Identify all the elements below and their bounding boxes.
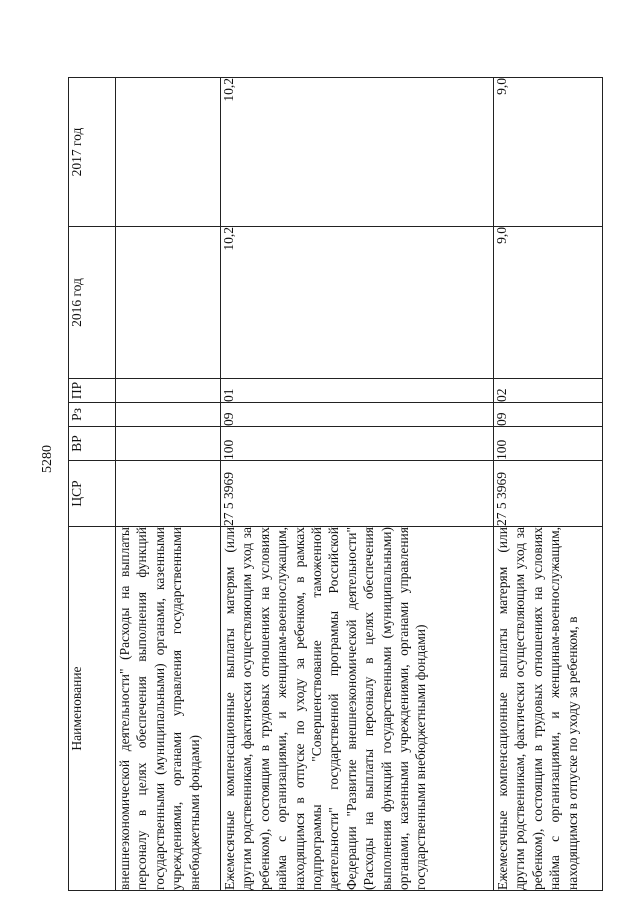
header-csr: ЦСР xyxy=(69,461,116,527)
table-row xyxy=(494,78,603,891)
page-number: 5280 xyxy=(40,445,55,473)
row-2017: 10,2 xyxy=(221,78,494,227)
row-vr: 100 xyxy=(494,439,509,460)
budget-table xyxy=(68,77,603,891)
table-row xyxy=(116,78,221,891)
row-pr: 01 xyxy=(221,388,236,402)
row-rz: 09 xyxy=(494,412,509,426)
row-2017 xyxy=(116,78,221,227)
header-vr: ВР xyxy=(69,427,116,461)
header-2017: 2017 год xyxy=(69,78,116,227)
row-pr: 02 xyxy=(494,388,509,402)
header-pr: ПР xyxy=(69,379,116,403)
row-name: внешнеэкономической деятельности" (Расходы на выплаты персоналу в целях обеспечения выполнения функций государственными (муниципальными) органами, казенными учреждениями, органами управления государственными внебюджетными фондами) xyxy=(116,527,221,891)
header-2016: 2016 год xyxy=(69,227,116,379)
header-rz: Рз xyxy=(69,403,116,427)
row-2016: 10,2 xyxy=(221,227,494,379)
row-2017: 9,0 xyxy=(494,78,603,227)
row-vr: 100 xyxy=(221,439,236,460)
row-name: Ежемесячные компенсационные выплаты матерям (или другим родственникам, фактически осуществляющим уход за ребенком), состоящим в трудовых отношениях на условиях найма с организациями, и женщинам-военнослужащим, находящимся в отпуске по уходу за ребенком, в рамках подпрограммы "Совершенствование таможенной деятельности" государственной программы Российской Федерации "Развитие внешнеэкономической деятельности" (Расходы на выплаты персоналу в целях обеспечения выполнения функций государственными (муниципальными) органами, казенными учреждениями, органами управления государственными внебюджетными фондами) xyxy=(221,527,494,891)
row-2016: 9,0 xyxy=(494,227,603,379)
row-rz: 09 xyxy=(221,412,236,426)
header-name: Наименование xyxy=(69,527,116,891)
row-csr: 27 5 3969 xyxy=(494,472,509,526)
table-row xyxy=(221,78,494,891)
row-name: Ежемесячные компенсационные выплаты матерям (или другим родственникам, фактически осуществляющим уход за ребенком), состоящим в трудовых отношениях на условиях найма с организациями, и женщинам-военнослужащим, находящимся в отпуске по уходу за ребенком, в xyxy=(494,527,603,891)
row-2016 xyxy=(116,227,221,379)
row-csr: 27 5 3969 xyxy=(221,472,236,526)
header-row xyxy=(69,78,116,891)
